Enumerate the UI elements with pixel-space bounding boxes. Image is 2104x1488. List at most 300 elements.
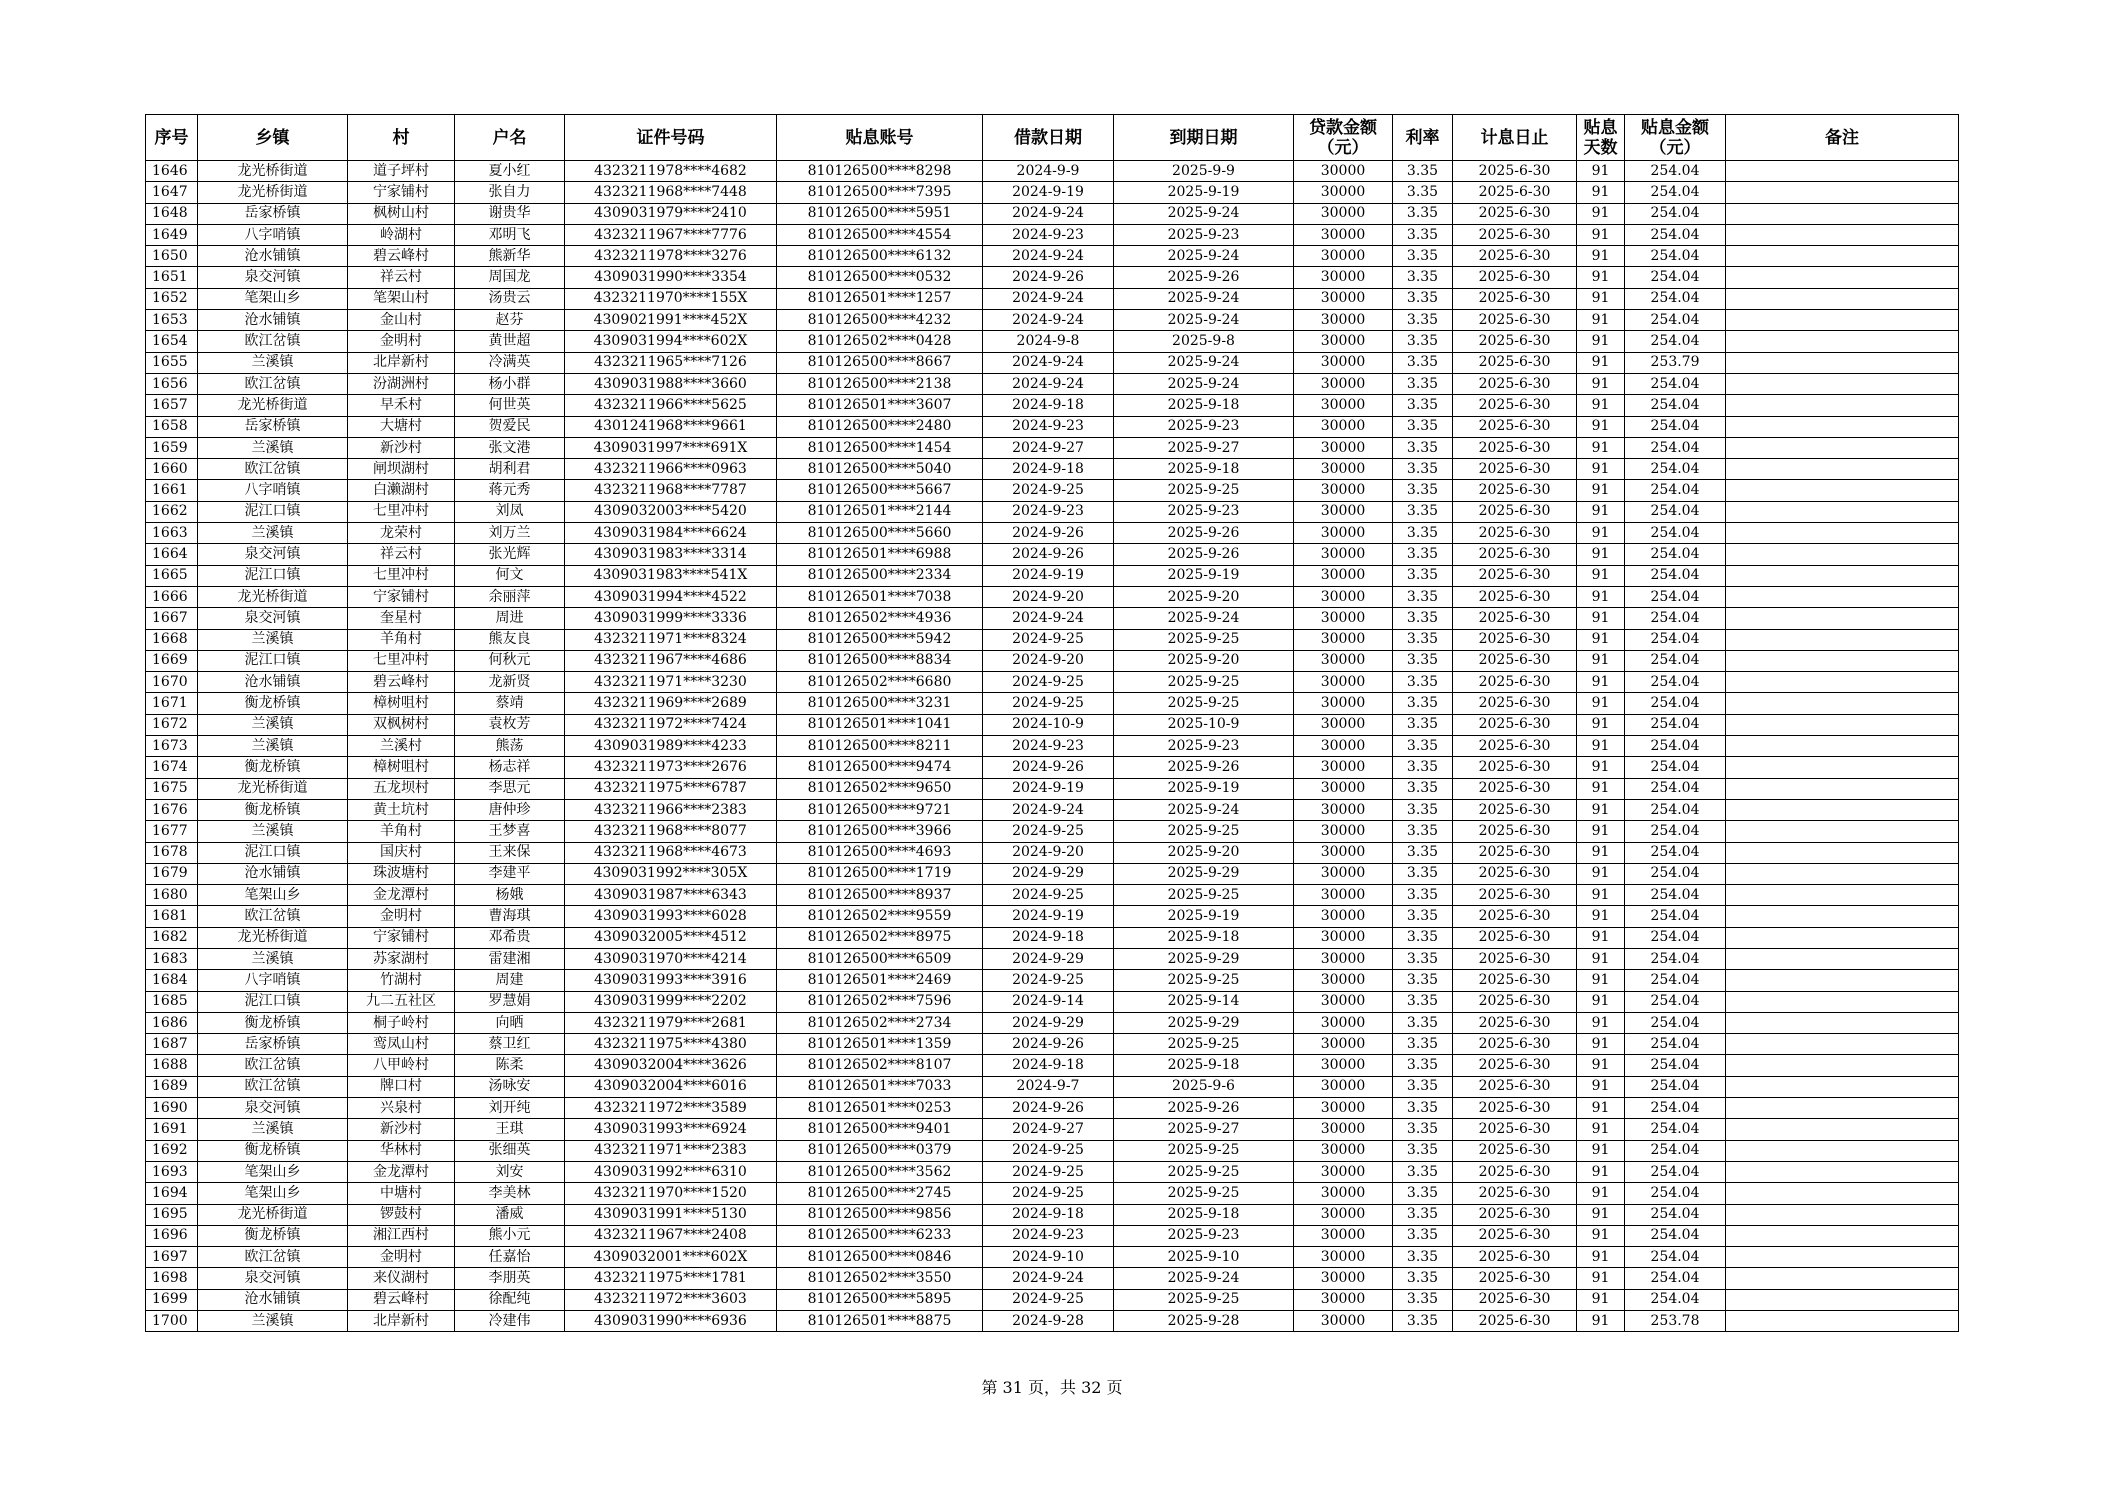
col-household-cell: 李思元 — [455, 778, 565, 799]
table-row — [146, 224, 1959, 245]
col-household-cell: 熊新华 — [455, 246, 565, 267]
col-loan-date-cell: 2024-9-25 — [983, 1183, 1114, 1204]
col-id-number-cell: 4309031983****3314 — [565, 544, 777, 565]
col-id-number-cell: 4309031992****6310 — [565, 1161, 777, 1182]
col-loan-date-cell: 2024-9-27 — [983, 1119, 1114, 1140]
col-remark-cell — [1726, 948, 1959, 969]
col-loan-amount-cell: 30000 — [1294, 885, 1393, 906]
col-loan-date-cell: 2024-9-24 — [983, 203, 1114, 224]
col-village-cell: 大塘村 — [348, 416, 455, 437]
col-id-number-cell: 4309031984****6624 — [565, 523, 777, 544]
col-household-cell: 胡利君 — [455, 459, 565, 480]
col-interest-end-cell: 2025-6-30 — [1453, 629, 1577, 650]
col-remark-cell — [1726, 842, 1959, 863]
col-remark-cell — [1726, 267, 1959, 288]
col-seq-cell: 1678 — [146, 842, 198, 863]
col-due-date-cell: 2025-9-14 — [1114, 991, 1294, 1012]
col-account-cell: 810126500****8667 — [777, 352, 983, 373]
col-township-cell: 泥江口镇 — [198, 501, 348, 522]
col-loan-date-cell: 2024-9-25 — [983, 1289, 1114, 1310]
col-seq-cell: 1679 — [146, 863, 198, 884]
col-seq-cell: 1671 — [146, 693, 198, 714]
col-loan-amount-cell: 30000 — [1294, 629, 1393, 650]
col-remark-cell — [1726, 1012, 1959, 1033]
col-loan-amount-cell: 30000 — [1294, 459, 1393, 480]
col-loan-date-cell: 2024-9-8 — [983, 331, 1114, 352]
col-loan-amount-cell: 30000 — [1294, 672, 1393, 693]
col-township-cell: 笔架山乡 — [198, 288, 348, 309]
col-subsidy-amount-cell: 254.04 — [1625, 544, 1726, 565]
col-due-date-cell: 2025-9-28 — [1114, 1311, 1294, 1332]
col-township-cell: 沧水铺镇 — [198, 863, 348, 884]
col-loan-date-cell: 2024-9-25 — [983, 629, 1114, 650]
col-interest-end-cell: 2025-6-30 — [1453, 416, 1577, 437]
col-village-cell: 金龙潭村 — [348, 885, 455, 906]
col-subsidy-amount-cell: 254.04 — [1625, 629, 1726, 650]
col-id-number-cell: 4323211972****3603 — [565, 1289, 777, 1310]
table-row — [146, 799, 1959, 820]
col-remark-cell — [1726, 1034, 1959, 1055]
col-id-number-cell: 4309031993****3916 — [565, 970, 777, 991]
col-village-header: 村 — [348, 115, 455, 161]
col-seq-cell: 1681 — [146, 906, 198, 927]
col-days-cell: 91 — [1577, 1204, 1625, 1225]
col-loan-amount-cell: 30000 — [1294, 352, 1393, 373]
col-id-number-cell: 4323211967****4686 — [565, 650, 777, 671]
col-account-cell: 810126502****6680 — [777, 672, 983, 693]
header-row — [146, 115, 1959, 161]
col-household-cell: 张自力 — [455, 182, 565, 203]
col-remark-cell — [1726, 459, 1959, 480]
col-rate-cell: 3.35 — [1393, 970, 1453, 991]
col-subsidy-amount-cell: 254.04 — [1625, 161, 1726, 182]
col-due-date-cell: 2025-9-25 — [1114, 1183, 1294, 1204]
col-account-cell: 810126502****9650 — [777, 778, 983, 799]
col-due-date-cell: 2025-9-25 — [1114, 693, 1294, 714]
col-household-cell: 何秋元 — [455, 650, 565, 671]
col-account-cell: 810126500****5942 — [777, 629, 983, 650]
col-interest-end-cell: 2025-6-30 — [1453, 182, 1577, 203]
col-township-cell: 兰溪镇 — [198, 821, 348, 842]
col-loan-amount-cell: 30000 — [1294, 863, 1393, 884]
col-subsidy-amount-cell: 254.04 — [1625, 799, 1726, 820]
table-row — [146, 1204, 1959, 1225]
col-days-cell: 91 — [1577, 1289, 1625, 1310]
col-household-cell: 汤咏安 — [455, 1076, 565, 1097]
col-seq-cell: 1669 — [146, 650, 198, 671]
col-village-cell: 金山村 — [348, 310, 455, 331]
col-loan-date-cell: 2024-9-24 — [983, 310, 1114, 331]
col-township-cell: 衡龙桥镇 — [198, 693, 348, 714]
col-due-date-cell: 2025-9-29 — [1114, 1012, 1294, 1033]
col-id-number-cell: 4309021991****452X — [565, 310, 777, 331]
col-due-date-cell: 2025-9-24 — [1114, 352, 1294, 373]
col-loan-amount-cell: 30000 — [1294, 480, 1393, 501]
col-village-cell: 九二五社区 — [348, 991, 455, 1012]
col-due-date-cell: 2025-9-24 — [1114, 246, 1294, 267]
col-village-cell: 苏家湖村 — [348, 948, 455, 969]
col-subsidy-amount-cell: 254.04 — [1625, 437, 1726, 458]
col-account-cell: 810126501****1041 — [777, 714, 983, 735]
col-id-number-cell: 4323211970****1520 — [565, 1183, 777, 1204]
col-loan-date-cell: 2024-9-24 — [983, 246, 1114, 267]
col-township-cell: 兰溪镇 — [198, 1311, 348, 1332]
col-subsidy-amount-cell: 254.04 — [1625, 523, 1726, 544]
table-row — [146, 608, 1959, 629]
col-township-cell: 衡龙桥镇 — [198, 757, 348, 778]
col-household-cell: 杨小群 — [455, 373, 565, 394]
col-account-cell: 810126501****8875 — [777, 1311, 983, 1332]
col-village-cell: 国庆村 — [348, 842, 455, 863]
table-row — [146, 1076, 1959, 1097]
col-id-number-cell: 4323211975****4380 — [565, 1034, 777, 1055]
col-remark-cell — [1726, 224, 1959, 245]
col-rate-cell: 3.35 — [1393, 480, 1453, 501]
col-subsidy-amount-cell: 254.04 — [1625, 1225, 1726, 1246]
col-account-cell: 810126500****9856 — [777, 1204, 983, 1225]
col-seq-cell: 1685 — [146, 991, 198, 1012]
col-village-cell: 宁家铺村 — [348, 927, 455, 948]
col-interest-end-cell: 2025-6-30 — [1453, 331, 1577, 352]
col-due-date-cell: 2025-9-24 — [1114, 1268, 1294, 1289]
col-township-cell: 兰溪镇 — [198, 1119, 348, 1140]
col-loan-amount-cell: 30000 — [1294, 1055, 1393, 1076]
col-subsidy-amount-cell: 254.04 — [1625, 1289, 1726, 1310]
col-interest-end-cell: 2025-6-30 — [1453, 1311, 1577, 1332]
col-days-cell: 91 — [1577, 863, 1625, 884]
col-remark-cell — [1726, 288, 1959, 309]
table-row — [146, 523, 1959, 544]
col-days-cell: 91 — [1577, 1012, 1625, 1033]
col-interest-end-cell: 2025-6-30 — [1453, 1140, 1577, 1161]
col-loan-amount-cell: 30000 — [1294, 203, 1393, 224]
col-village-cell: 来仪湖村 — [348, 1268, 455, 1289]
col-id-number-cell: 4323211968****7787 — [565, 480, 777, 501]
table-row — [146, 948, 1959, 969]
col-id-number-cell: 4301241968****9661 — [565, 416, 777, 437]
col-village-cell: 新沙村 — [348, 1119, 455, 1140]
col-subsidy-amount-cell: 254.04 — [1625, 331, 1726, 352]
col-due-date-cell: 2025-9-24 — [1114, 310, 1294, 331]
col-remark-cell — [1726, 501, 1959, 522]
col-seq-cell: 1674 — [146, 757, 198, 778]
col-seq-cell: 1655 — [146, 352, 198, 373]
col-rate-cell: 3.35 — [1393, 799, 1453, 820]
col-days-cell: 91 — [1577, 395, 1625, 416]
col-days-cell: 91 — [1577, 1225, 1625, 1246]
col-household-cell: 黄世超 — [455, 331, 565, 352]
col-seq-cell: 1648 — [146, 203, 198, 224]
col-id-number-cell: 4309031983****541X — [565, 565, 777, 586]
col-id-number-cell: 4309032003****5420 — [565, 501, 777, 522]
col-seq-cell: 1698 — [146, 1268, 198, 1289]
col-township-cell: 笔架山乡 — [198, 885, 348, 906]
col-interest-end-cell: 2025-6-30 — [1453, 1076, 1577, 1097]
col-village-cell: 羊角村 — [348, 629, 455, 650]
col-household-cell: 陈柔 — [455, 1055, 565, 1076]
col-account-cell: 810126500****2745 — [777, 1183, 983, 1204]
col-village-cell: 黄土坑村 — [348, 799, 455, 820]
col-village-cell: 华林村 — [348, 1140, 455, 1161]
table-row — [146, 672, 1959, 693]
table-row — [146, 1161, 1959, 1182]
col-loan-date-cell: 2024-9-29 — [983, 948, 1114, 969]
col-subsidy-amount-cell: 254.04 — [1625, 1012, 1726, 1033]
col-rate-cell: 3.35 — [1393, 1098, 1453, 1119]
col-account-cell: 810126500****4554 — [777, 224, 983, 245]
col-remark-cell — [1726, 246, 1959, 267]
col-subsidy-amount-cell: 254.04 — [1625, 991, 1726, 1012]
col-village-cell: 龙荣村 — [348, 523, 455, 544]
col-days-cell: 91 — [1577, 416, 1625, 437]
col-days-cell: 91 — [1577, 1268, 1625, 1289]
col-seq-cell: 1682 — [146, 927, 198, 948]
col-days-cell: 91 — [1577, 331, 1625, 352]
col-due-date-cell: 2025-9-18 — [1114, 1055, 1294, 1076]
col-id-number-cell: 4323211979****2681 — [565, 1012, 777, 1033]
col-village-cell: 金龙潭村 — [348, 1161, 455, 1182]
table-row — [146, 906, 1959, 927]
table-row — [146, 1119, 1959, 1140]
col-seq-cell: 1667 — [146, 608, 198, 629]
col-interest-end-cell: 2025-6-30 — [1453, 714, 1577, 735]
col-loan-date-cell: 2024-9-24 — [983, 608, 1114, 629]
col-due-date-cell: 2025-9-29 — [1114, 863, 1294, 884]
col-subsidy-amount-cell: 254.04 — [1625, 778, 1726, 799]
col-rate-cell: 3.35 — [1393, 1140, 1453, 1161]
col-township-cell: 兰溪镇 — [198, 523, 348, 544]
col-account-cell: 810126500****4693 — [777, 842, 983, 863]
col-rate-cell: 3.35 — [1393, 1289, 1453, 1310]
col-village-cell: 碧云峰村 — [348, 246, 455, 267]
col-remark-cell — [1726, 650, 1959, 671]
col-village-cell: 早禾村 — [348, 395, 455, 416]
col-rate-cell: 3.35 — [1393, 863, 1453, 884]
col-village-cell: 道子坪村 — [348, 161, 455, 182]
col-id-number-cell: 4323211975****6787 — [565, 778, 777, 799]
col-interest-end-cell: 2025-6-30 — [1453, 991, 1577, 1012]
col-days-cell: 91 — [1577, 459, 1625, 480]
col-account-cell: 810126501****3607 — [777, 395, 983, 416]
col-seq-cell: 1647 — [146, 182, 198, 203]
col-rate-cell: 3.35 — [1393, 906, 1453, 927]
col-account-cell: 810126500****7395 — [777, 182, 983, 203]
col-loan-date-cell: 2024-9-18 — [983, 459, 1114, 480]
col-loan-date-cell: 2024-9-23 — [983, 501, 1114, 522]
col-interest-end-cell: 2025-6-30 — [1453, 373, 1577, 394]
col-account-cell: 810126500****0379 — [777, 1140, 983, 1161]
col-village-cell: 八甲岭村 — [348, 1055, 455, 1076]
col-household-cell: 张细英 — [455, 1140, 565, 1161]
col-days-cell: 91 — [1577, 778, 1625, 799]
col-seq-cell: 1690 — [146, 1098, 198, 1119]
col-township-cell: 欧江岔镇 — [198, 1076, 348, 1097]
col-household-cell: 唐仲珍 — [455, 799, 565, 820]
col-township-cell: 兰溪镇 — [198, 714, 348, 735]
col-loan-date-cell: 2024-9-24 — [983, 373, 1114, 394]
col-seq-cell: 1694 — [146, 1183, 198, 1204]
col-township-cell: 欧江岔镇 — [198, 373, 348, 394]
col-id-number-cell: 4323211971****8324 — [565, 629, 777, 650]
col-days-cell: 91 — [1577, 1183, 1625, 1204]
col-household-cell: 蒋元秀 — [455, 480, 565, 501]
col-id-number-cell: 4323211966****2383 — [565, 799, 777, 820]
col-village-cell: 羊角村 — [348, 821, 455, 842]
col-days-cell: 91 — [1577, 799, 1625, 820]
col-township-cell: 沧水铺镇 — [198, 310, 348, 331]
col-seq-cell: 1700 — [146, 1311, 198, 1332]
table-row — [146, 650, 1959, 671]
col-rate-cell: 3.35 — [1393, 331, 1453, 352]
col-rate-cell: 3.35 — [1393, 842, 1453, 863]
col-seq-cell: 1650 — [146, 246, 198, 267]
col-id-number-cell: 4323211965****7126 — [565, 352, 777, 373]
col-due-date-cell: 2025-9-25 — [1114, 1161, 1294, 1182]
table-row — [146, 927, 1959, 948]
col-remark-cell — [1726, 1161, 1959, 1182]
col-due-date-cell: 2025-9-18 — [1114, 395, 1294, 416]
col-township-cell: 欧江岔镇 — [198, 331, 348, 352]
col-id-number-cell: 4309031999****2202 — [565, 991, 777, 1012]
col-loan-amount-cell: 30000 — [1294, 437, 1393, 458]
table-row — [146, 778, 1959, 799]
col-due-date-cell: 2025-9-25 — [1114, 672, 1294, 693]
col-remark-cell — [1726, 1183, 1959, 1204]
table-row — [146, 373, 1959, 394]
col-household-cell: 冷满英 — [455, 352, 565, 373]
col-loan-date-cell: 2024-9-26 — [983, 1034, 1114, 1055]
col-household-cell: 雷建湘 — [455, 948, 565, 969]
col-account-cell: 810126500****5660 — [777, 523, 983, 544]
col-due-date-cell: 2025-9-25 — [1114, 1034, 1294, 1055]
col-account-cell: 810126500****9721 — [777, 799, 983, 820]
col-due-date-cell: 2025-9-19 — [1114, 565, 1294, 586]
col-household-cell: 何世英 — [455, 395, 565, 416]
col-account-header: 贴息账号 — [777, 115, 983, 161]
col-loan-amount-cell: 30000 — [1294, 1119, 1393, 1140]
col-remark-cell — [1726, 395, 1959, 416]
col-due-date-cell: 2025-9-25 — [1114, 1289, 1294, 1310]
col-days-cell: 91 — [1577, 1247, 1625, 1268]
col-account-cell: 810126502****4936 — [777, 608, 983, 629]
col-household-cell: 张光辉 — [455, 544, 565, 565]
col-household-cell: 杨娥 — [455, 885, 565, 906]
col-loan-amount-cell: 30000 — [1294, 1268, 1393, 1289]
col-loan-date-cell: 2024-9-29 — [983, 863, 1114, 884]
col-days-cell: 91 — [1577, 480, 1625, 501]
col-rate-cell: 3.35 — [1393, 565, 1453, 586]
col-seq-cell: 1665 — [146, 565, 198, 586]
col-seq-header: 序号 — [146, 115, 198, 161]
col-subsidy-amount-cell: 254.04 — [1625, 480, 1726, 501]
col-remark-cell — [1726, 693, 1959, 714]
col-household-cell: 蔡卫红 — [455, 1034, 565, 1055]
col-loan-date-cell: 2024-9-24 — [983, 799, 1114, 820]
col-id-number-cell: 4323211971****3230 — [565, 672, 777, 693]
table-row — [146, 331, 1959, 352]
col-remark-cell — [1726, 970, 1959, 991]
col-due-date-cell: 2025-9-9 — [1114, 161, 1294, 182]
table-row — [146, 1225, 1959, 1246]
col-village-cell: 竹湖村 — [348, 970, 455, 991]
col-subsidy-amount-cell: 254.04 — [1625, 224, 1726, 245]
table-row — [146, 1247, 1959, 1268]
col-village-cell: 中塘村 — [348, 1183, 455, 1204]
col-loan-amount-cell: 30000 — [1294, 970, 1393, 991]
col-loan-amount-cell: 30000 — [1294, 161, 1393, 182]
col-rate-cell: 3.35 — [1393, 778, 1453, 799]
col-id-number-cell: 4309031970****4214 — [565, 948, 777, 969]
col-account-cell: 810126500****8937 — [777, 885, 983, 906]
col-account-cell: 810126500****1454 — [777, 437, 983, 458]
col-seq-cell: 1689 — [146, 1076, 198, 1097]
col-account-cell: 810126500****9401 — [777, 1119, 983, 1140]
col-household-cell: 谢贵华 — [455, 203, 565, 224]
col-account-cell: 810126500****2334 — [777, 565, 983, 586]
col-village-cell: 五龙坝村 — [348, 778, 455, 799]
col-days-cell: 91 — [1577, 885, 1625, 906]
col-loan-amount-header: 贷款金额 （元） — [1294, 115, 1393, 161]
col-seq-cell: 1672 — [146, 714, 198, 735]
table-row — [146, 693, 1959, 714]
col-id-number-cell: 4309031997****691X — [565, 437, 777, 458]
col-interest-end-cell: 2025-6-30 — [1453, 1204, 1577, 1225]
table-row — [146, 1098, 1959, 1119]
col-household-cell: 汤贵云 — [455, 288, 565, 309]
col-account-cell: 810126500****0846 — [777, 1247, 983, 1268]
col-rate-cell: 3.35 — [1393, 736, 1453, 757]
col-remark-cell — [1726, 182, 1959, 203]
col-township-cell: 岳家桥镇 — [198, 203, 348, 224]
col-rate-cell: 3.35 — [1393, 948, 1453, 969]
col-loan-amount-cell: 30000 — [1294, 608, 1393, 629]
col-interest-end-cell: 2025-6-30 — [1453, 948, 1577, 969]
col-id-number-cell: 4323211975****1781 — [565, 1268, 777, 1289]
col-seq-cell: 1668 — [146, 629, 198, 650]
col-due-date-cell: 2025-9-23 — [1114, 224, 1294, 245]
table-header — [146, 115, 1959, 161]
col-seq-cell: 1666 — [146, 586, 198, 607]
col-loan-amount-cell: 30000 — [1294, 821, 1393, 842]
col-loan-amount-cell: 30000 — [1294, 310, 1393, 331]
col-interest-end-cell: 2025-6-30 — [1453, 459, 1577, 480]
col-days-cell: 91 — [1577, 267, 1625, 288]
col-seq-cell: 1659 — [146, 437, 198, 458]
col-household-cell: 余丽萍 — [455, 586, 565, 607]
table-row — [146, 565, 1959, 586]
col-remark-cell — [1726, 352, 1959, 373]
col-seq-cell: 1683 — [146, 948, 198, 969]
col-township-cell: 兰溪镇 — [198, 352, 348, 373]
col-rate-cell: 3.35 — [1393, 1076, 1453, 1097]
col-loan-date-cell: 2024-9-14 — [983, 991, 1114, 1012]
col-loan-amount-cell: 30000 — [1294, 1289, 1393, 1310]
col-household-cell: 周国龙 — [455, 267, 565, 288]
col-rate-cell: 3.35 — [1393, 1311, 1453, 1332]
col-interest-end-cell: 2025-6-30 — [1453, 246, 1577, 267]
table-row — [146, 629, 1959, 650]
col-loan-amount-cell: 30000 — [1294, 736, 1393, 757]
col-rate-cell: 3.35 — [1393, 523, 1453, 544]
col-id-number-cell: 4323211968****7448 — [565, 182, 777, 203]
col-days-cell: 91 — [1577, 310, 1625, 331]
col-interest-end-cell: 2025-6-30 — [1453, 608, 1577, 629]
col-interest-end-cell: 2025-6-30 — [1453, 799, 1577, 820]
col-household-cell: 袁枚芳 — [455, 714, 565, 735]
table-row — [146, 842, 1959, 863]
col-due-date-cell: 2025-9-20 — [1114, 842, 1294, 863]
col-seq-cell: 1661 — [146, 480, 198, 501]
